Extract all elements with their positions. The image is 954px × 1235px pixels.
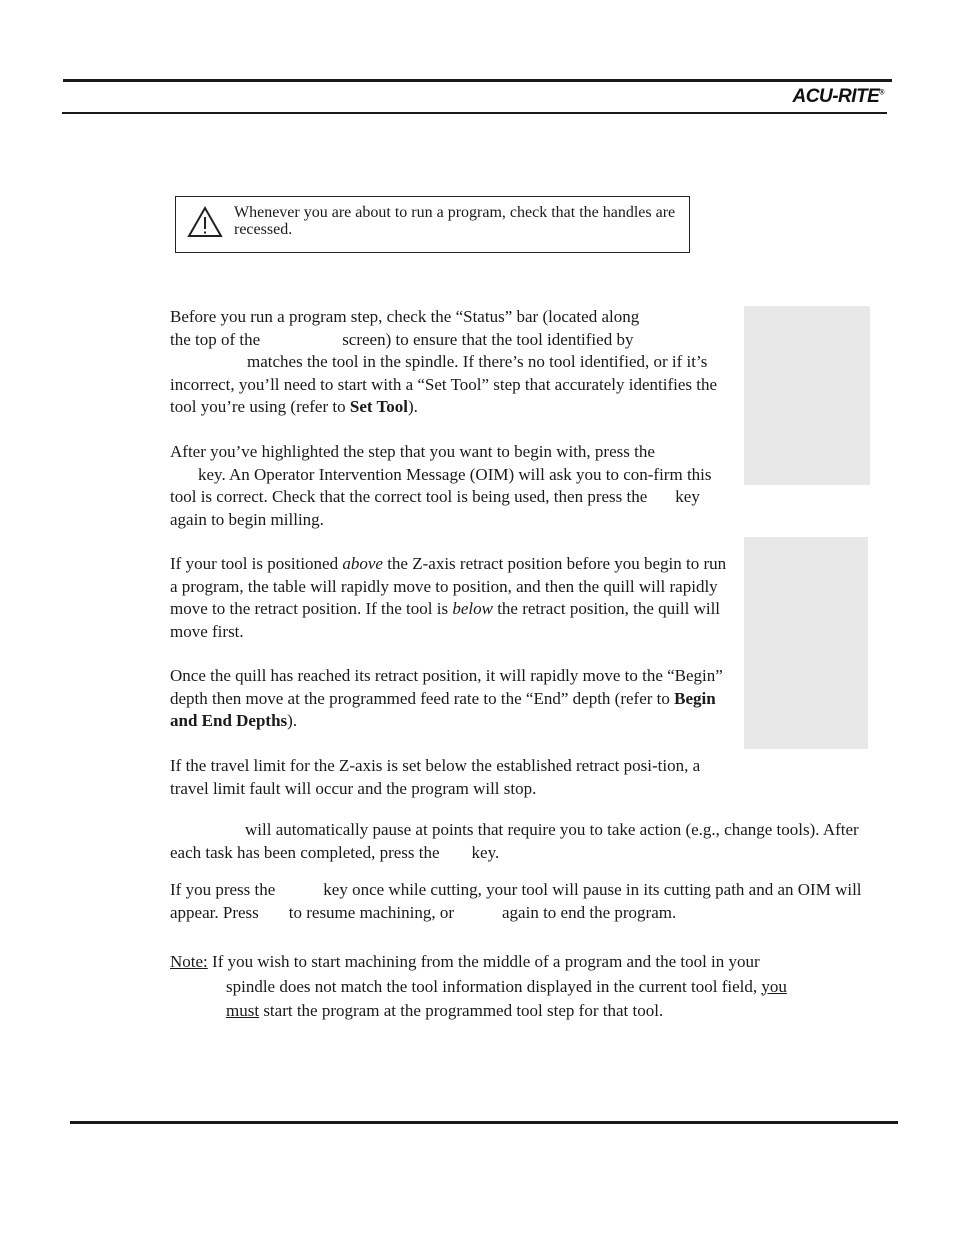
paragraph-auto-pause: will automatically pause at points that require you to take action (e.g., change tools). After each task has been completed, press the key.: [170, 820, 859, 862]
warning-box: [175, 196, 690, 253]
footer-rule: [70, 1121, 898, 1124]
paragraph-travel-limit: If the travel limit for the Z-axis is set below the established retract posi-tion, a travel limit fault will occur and the program will stop.: [170, 756, 701, 798]
paragraph-status-bar: Before you run a program step, check the “Status” bar (located along the top of the screen) to ensure that the tool identified by matches the tool in the spindle. If there’s no tool identified, or if it’s incorrect, you’ll need to start with a “Set Tool” step that accurately identifies the tool you’re using (refer to Set Tool).: [170, 307, 718, 416]
note-block: Note: If you wish to start machining from the middle of a program and the tool in your spindle does not match the tool information displayed in the current tool field, you must start the program at the programmed tool step for that tool.: [170, 952, 787, 1020]
paragraph-tool-position: If your tool is positioned above the Z-axis retract position before you begin to run a program, the table will rapidly move to position, and then the quill will rapidly move to the retract position. If the tool is below the retract position, the quill will move first.: [170, 554, 727, 641]
header-rule: [62, 112, 887, 114]
paragraph-retract-depth: Once the quill has reached its retract position, it will rapidly move to the “Begin” depth then move at the programmed feed rate to the “End” depth (refer to Begin and End Depths).: [170, 666, 723, 730]
warning-triangle-icon: [187, 205, 223, 239]
margin-note-panel: [744, 537, 868, 749]
note-label: Note:: [170, 952, 208, 971]
margin-note-panel: [744, 306, 870, 485]
top-rule: [63, 79, 892, 82]
acu-rite-logo: ACU-RITE®: [792, 86, 884, 107]
paragraph-begin-step: After you’ve highlighted the step that you want to begin with, press the key. An Operator Intervention Message (OIM) will ask you to con-firm this tool is correct. Check that the correct tool is being used, then press the key again to begin milling.: [170, 442, 712, 529]
warning-text: Whenever you are about to run a program, check that the handles are recessed.: [234, 204, 676, 238]
paragraph-pause-cutting: If you press the key once while cutting, your tool will pause in its cutting path and an OIM will appear. Press to resume machining, or again to end the program.: [170, 880, 862, 922]
